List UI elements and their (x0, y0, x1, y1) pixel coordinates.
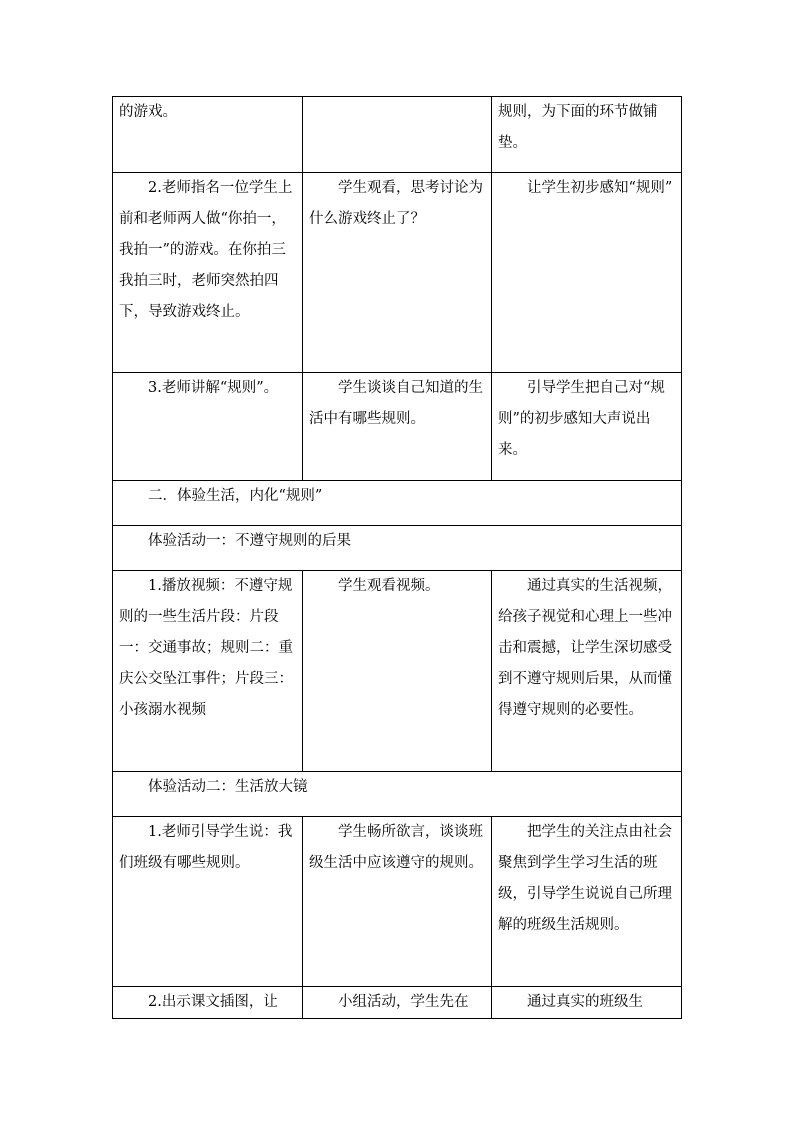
cell-text: 让学生初步感知“规则” (527, 180, 673, 196)
cell-text: 1.播放视频：不遵守规则的一些生活片段：片段一：交通事故；规则二：重庆公交坠江事件；片段三：小孩溺水视频 (119, 578, 293, 718)
table-row (113, 373, 682, 481)
activity-heading (113, 772, 682, 817)
table-cell (492, 571, 682, 772)
table-cell (492, 97, 682, 173)
table-cell (303, 173, 492, 373)
activity-heading-text: 体验活动一：不遵守规则的后果 (148, 533, 351, 549)
cell-text: 通过真实的班级生 (527, 994, 643, 1010)
table-cell (492, 817, 682, 987)
table-cell (113, 97, 303, 173)
section-heading-text: 二．体验生活，内化“规则” (148, 488, 323, 504)
table-row (113, 97, 682, 173)
table-cell (113, 373, 303, 481)
table-cell (492, 173, 682, 373)
section-heading (113, 481, 682, 526)
cell-text: 3.老师讲解“规则”。 (148, 380, 279, 396)
cell-text: 学生畅所欲言，谈谈班级生活中应该遵守的规则。 (309, 824, 483, 871)
cell-text: 把学生的关注点由社会聚焦到学生学习生活的班级，引导学生说说自己所理解的班级生活规则。 (498, 824, 672, 933)
table-row (113, 526, 682, 571)
cell-text: 小组活动，学生先在 (338, 994, 469, 1010)
table-cell (492, 987, 682, 1019)
cell-text: 学生谈谈自己知道的生活中有哪些规则。 (309, 380, 483, 427)
table-row (113, 987, 682, 1019)
activity-heading (113, 526, 682, 571)
table-row (113, 817, 682, 987)
lesson-plan-table (112, 96, 682, 1019)
table-cell (113, 817, 303, 987)
table-cell (303, 373, 492, 481)
table-row (113, 772, 682, 817)
table-cell (303, 817, 492, 987)
table-cell (113, 987, 303, 1019)
table-row (113, 571, 682, 772)
cell-text: 学生观看，思考讨论为什么游戏终止了？ (309, 180, 483, 227)
table-row (113, 481, 682, 526)
cell-text: 的游戏。 (119, 104, 177, 120)
table-cell (303, 97, 492, 173)
cell-text: 规则，为下面的环节做铺垫。 (498, 104, 658, 151)
table-cell (303, 987, 492, 1019)
table-cell (303, 571, 492, 772)
table-cell (113, 571, 303, 772)
cell-text: 2.出示课文插图，让 (148, 994, 278, 1010)
cell-text: 引导学生把自己对“规则”的初步感知大声说出来。 (498, 380, 665, 458)
cell-text: 学生观看视频。 (338, 578, 440, 594)
cell-text: 2.老师指名一位学生上前和老师两人做“你拍一，我拍一”的游戏。在你拍三我拍三时，老师突然拍四下，导致游戏终止。 (119, 180, 293, 320)
cell-text: 1.老师引导学生说：我们班级有哪些规则。 (119, 824, 293, 871)
table-cell (492, 373, 682, 481)
activity-heading-text: 体验活动二：生活放大镜 (148, 779, 308, 795)
table-row (113, 173, 682, 373)
cell-text: 通过真实的生活视频，给孩子视觉和心理上一些冲击和震撼，让学生深切感受到不遵守规则后果，从而懂得遵守规则的必要性。 (498, 578, 672, 718)
table-cell (113, 173, 303, 373)
